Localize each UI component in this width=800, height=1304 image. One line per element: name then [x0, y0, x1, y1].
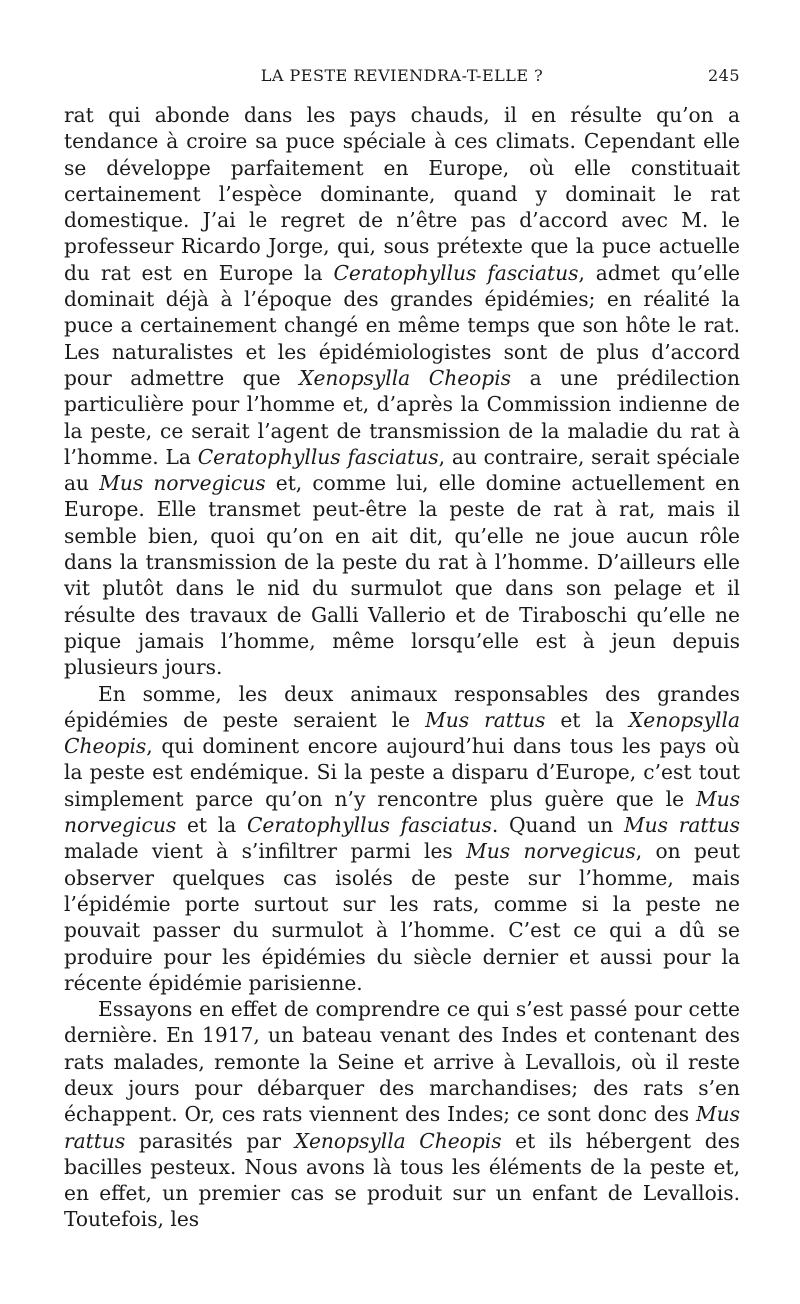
text-span: rat qui abonde dans les pays chauds, il en résulte qu’on a tendance à croire sa puce spéciale à ces climats. Cependant elle se développe parfaitement en Europe, où elle constituait certainement l’espèce dominante, quand y dominait le rat domestique. J’ai le regret de n’être pas d’accord avec M. le professeur Ricardo Jorge, qui, sous prétexte que la puce actuelle du rat est en Europe la [64, 103, 740, 285]
text-span: malade vient à s’infiltrer parmi les [64, 839, 467, 864]
body-text [64, 102, 740, 1233]
text-span: et ils hébergent des bacilles pesteux. Nous avons là tous les éléments de la peste et, en effet, un premier cas se produit sur un enfant de Levallois. Toutefois, les [64, 1128, 740, 1232]
running-head [64, 64, 740, 92]
text-span: a une prédilection particulière pour l’homme et, d’après la Commission indienne de la peste, ce serait l’agent de transmission de la maladie du rat à l’homme. La [64, 365, 740, 469]
italic-term: Xenopsylla Cheopis [64, 707, 740, 759]
italic-term: Ceratophyllus fasciatus [197, 444, 439, 469]
text-span: . Quand un [491, 813, 624, 838]
italic-term: Ceratophyllus fasciatus [333, 260, 579, 285]
text-span: , on peut observer quelques cas isolés de peste sur l’homme, mais l’épidémie porte surtout sur les rats, comme si la peste ne pouvait passer du surmulot à l’homme. C’est ce qui a dû se produire pour les épidémies du siècle dernier et aussi pour la récente épidémie parisienne. [64, 839, 740, 995]
italic-term: Xenopsylla Cheopis [299, 365, 512, 390]
italic-term: Mus norvegicus [99, 471, 266, 496]
text-span: Essayons en effet de comprendre ce qui s’est passé pour cette dernière. En 1917, un bateau venant des Indes et contenant des rats malades, remonte la Seine et arrive à Levallois, où il reste deux jours pour débarquer des marchandises; des rats s’en échappent. Or, ces rats viennent des Indes; ce sont donc des [64, 997, 740, 1127]
text-span: , qui dominent encore aujourd’hui dans tous les pays où la peste est endémique. Si la peste a disparu d’Europe, c’est tout simplement parce qu’on n’y rencontre plus guère que le [64, 734, 740, 811]
text-span: et, comme lui, elle domine actuellement en Europe. Elle transmet peut-être la peste de rat à rat, mais il semble bien, quoi qu’on en ait dit, qu’elle ne joue aucun rôle dans la transmission de la peste du rat à l’homme. D’ailleurs elle vit plutôt dans le nid du surmulot que dans son pelage et il résulte des travaux de Galli Vallerio et de Tiraboschi qu’elle ne pique jamais l’homme, même lorsqu’elle est à jeun depuis plusieurs jours. [64, 471, 740, 680]
text-span: parasités par [125, 1128, 295, 1153]
text-span: , au contraire, serait spéciale au [64, 444, 740, 496]
italic-term: Ceratophyllus fasciatus [246, 813, 492, 838]
page-number: 245 [707, 66, 740, 85]
text-span: En somme, les deux animaux responsables des grandes épidémies de peste seraient le [64, 681, 740, 732]
italic-term: Mus rattus [425, 707, 546, 732]
paragraph [64, 681, 740, 997]
italic-term: Xenopsylla Cheopis [294, 1128, 502, 1153]
paragraph [64, 102, 740, 681]
text-span: , admet qu’elle dominait déjà à l’époque des grandes épidémies; en réalité la puce a certainement changé en même temps que son hôte le rat. Les naturalistes et les épidémiologistes sont de plus d’accord pour admettre que [64, 260, 740, 390]
text-span: et la [176, 813, 247, 838]
book-page [64, 64, 740, 1233]
italic-term: Mus rattus [64, 1102, 740, 1153]
italic-term: Mus norvegicus [64, 786, 740, 838]
italic-term: Mus rattus [623, 813, 740, 838]
italic-term: Mus norvegicus [466, 839, 636, 864]
paragraph [64, 996, 740, 1233]
text-span: et la [545, 707, 629, 732]
running-title: LA PESTE REVIENDRA-T-ELLE ? [260, 66, 544, 85]
